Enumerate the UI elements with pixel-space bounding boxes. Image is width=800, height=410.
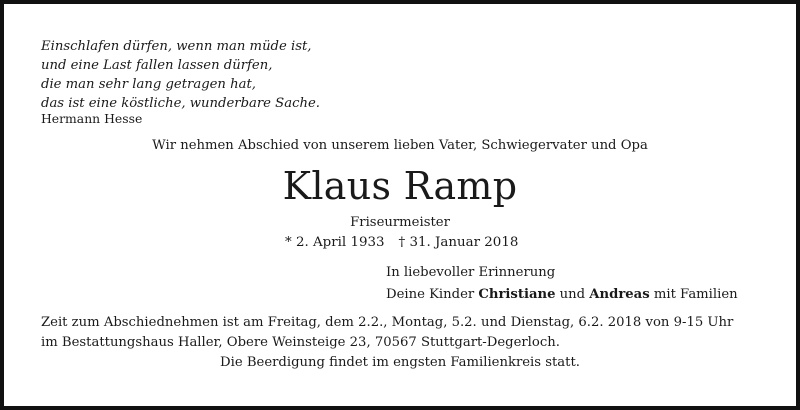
life-dates [285, 235, 518, 250]
children-prefix: Deine Kinder [386, 287, 479, 302]
memory-line: In liebevoller Erinnerung [386, 265, 556, 280]
deceased-name: Klaus Ramp [282, 164, 518, 208]
mourners-block [386, 262, 738, 306]
poem-line-1: Einschlafen dürfen, wenn man müde ist, [41, 39, 312, 54]
children-line [386, 284, 738, 306]
poem-author: Hermann Hesse [41, 111, 143, 126]
poem-line-3: die man sehr lang getragen hat, [41, 77, 256, 92]
children-conj: und [555, 287, 590, 302]
poem-line-2: und eine Last fallen lassen dürfen, [41, 58, 273, 73]
child-name-1: Christiane [478, 287, 556, 302]
child-name-2: Andreas [589, 287, 650, 302]
children-suffix: mit Familien [649, 287, 738, 302]
poem-line-4: das ist eine köstliche, wunderbare Sache. [41, 96, 320, 111]
occupation: Friseurmeister [350, 215, 450, 230]
viewing-time: Zeit zum Abschiednehmen ist am Freitag, dem 2.2., Montag, 5.2. und Dienstag, 6.2. 2018 von 9-15 Uhr [41, 315, 734, 330]
burial-note: Die Beerdigung findet im engsten Familienkreis statt. [220, 355, 580, 370]
poem-block [41, 37, 320, 113]
death-date: † 31. Januar 2018 [398, 235, 519, 250]
birth-date: * 2. April 1933 [285, 235, 385, 250]
intro-text: Wir nehmen Abschied von unserem lieben Vater, Schwiegervater und Opa [152, 138, 648, 153]
viewing-info [41, 313, 733, 353]
viewing-location: im Bestattungshaus Haller, Obere Weinsteige 23, 70567 Stuttgart-Degerloch. [41, 335, 560, 350]
